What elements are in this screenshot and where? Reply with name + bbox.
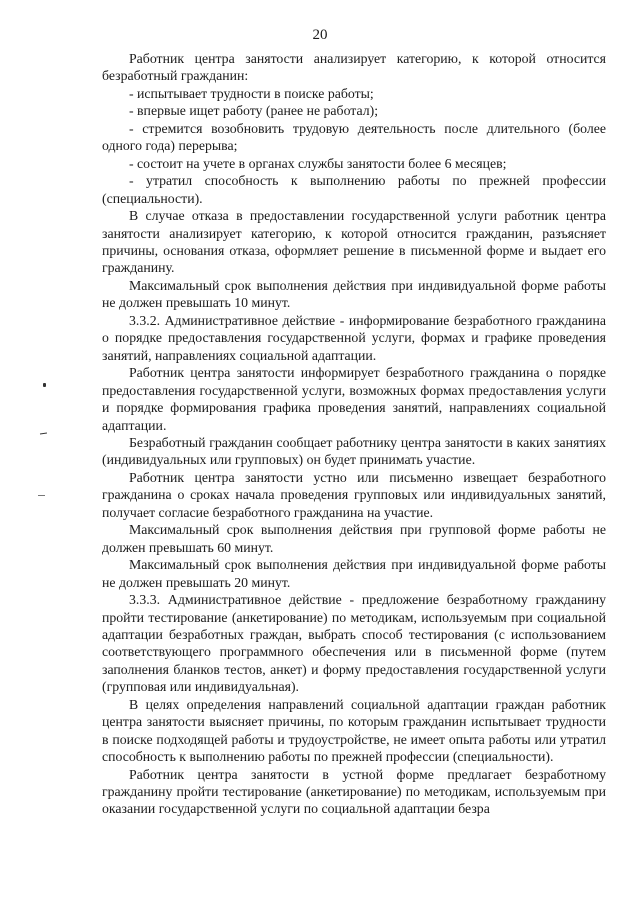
page-body [102,50,606,818]
scan-mark [38,495,45,496]
paragraph: Максимальный срок выполнения действия при индивидуальной форме работы не должен превышать 10 минут. [102,277,606,311]
paragraph: Работник центра занятости в устной форме предлагает безработному гражданину пройти тестирование (анкетирование) по методикам, используемым при оказании государственной услуги по социальной адаптации безра [102,766,606,817]
paragraph: В целях определения направлений социальной адаптации граждан работник центра занятости выясняет причины, по которым гражданин испытывает трудности в поиске подходящей работы и трудоустройстве, не имеет опыта работы или утратил способность к выполнению работы по прежней профессии (специальности). [102,696,606,765]
paragraph: Работник центра занятости анализирует категорию, к которой относится безработный гражданин: [102,51,606,84]
list-item: - стремится возобновить трудовую деятельность после длительного (более одного года) перерыва; [102,120,606,154]
list-item: - впервые ищет работу (ранее не работал); [129,103,379,119]
list-item: - состоит на учете в органах службы занятости более 6 месяцев; [129,155,507,171]
paragraph: Работник центра занятости информирует безработного гражданина о порядке предоставления государственной услуги, возможных формах предоставления услуги и порядке формирования графика проведения занятий, направлениях социальной адаптации. [102,365,606,433]
list-item: - утратил способность к выполнению работы по прежней профессии (специальности). [102,173,606,206]
paragraph: В случае отказа в предоставлении государственной услуги работник центра занятости анализирует категорию, к которой относится гражданин, разъясняет причины, основания отказа, оформляет решение в письменной форме и выдает его гражданину. [102,208,606,276]
paragraph: Безработный гражданин сообщает работнику центра занятости в каких занятиях (индивидуальных или групповых) он будет принимать участие. [102,434,606,468]
paragraph: Работник центра занятости устно или письменно извещает безработного гражданина о сроках начала проведения групповых или индивидуальных занятий, получает согласие безработного гражданина на участие. [102,469,606,520]
scan-mark [40,433,47,435]
section-heading-paragraph: 3.3.3. Административное действие - предложение безработному гражданину пройти тестирование (анкетирование) по методикам, используемым при социальной адаптации безработных граждан, выбрать способ тестирования (с использованием соответствующего программного обеспечения или в письменной форме (путем заполнения бланков тестов, анкет) и форму предоставления государственной услуги (групповая или индивидуальная). [102,592,606,695]
page-number: 20 [312,27,328,43]
paragraph: Максимальный срок выполнения действия при групповой форме работы не должен превышать 60 минут. [102,522,606,555]
paragraph: Максимальный срок выполнения действия при индивидуальной форме работы не должен превышать 20 минут. [102,557,606,590]
scan-mark [43,383,46,387]
section-heading-paragraph: 3.3.2. Административное действие - информирование безработного гражданина о порядке предоставления государственной услуги, формах и графике проведения занятий, направлениях социальной адаптации. [102,312,606,363]
list-item: - испытывает трудности в поиске работы; [129,85,374,101]
